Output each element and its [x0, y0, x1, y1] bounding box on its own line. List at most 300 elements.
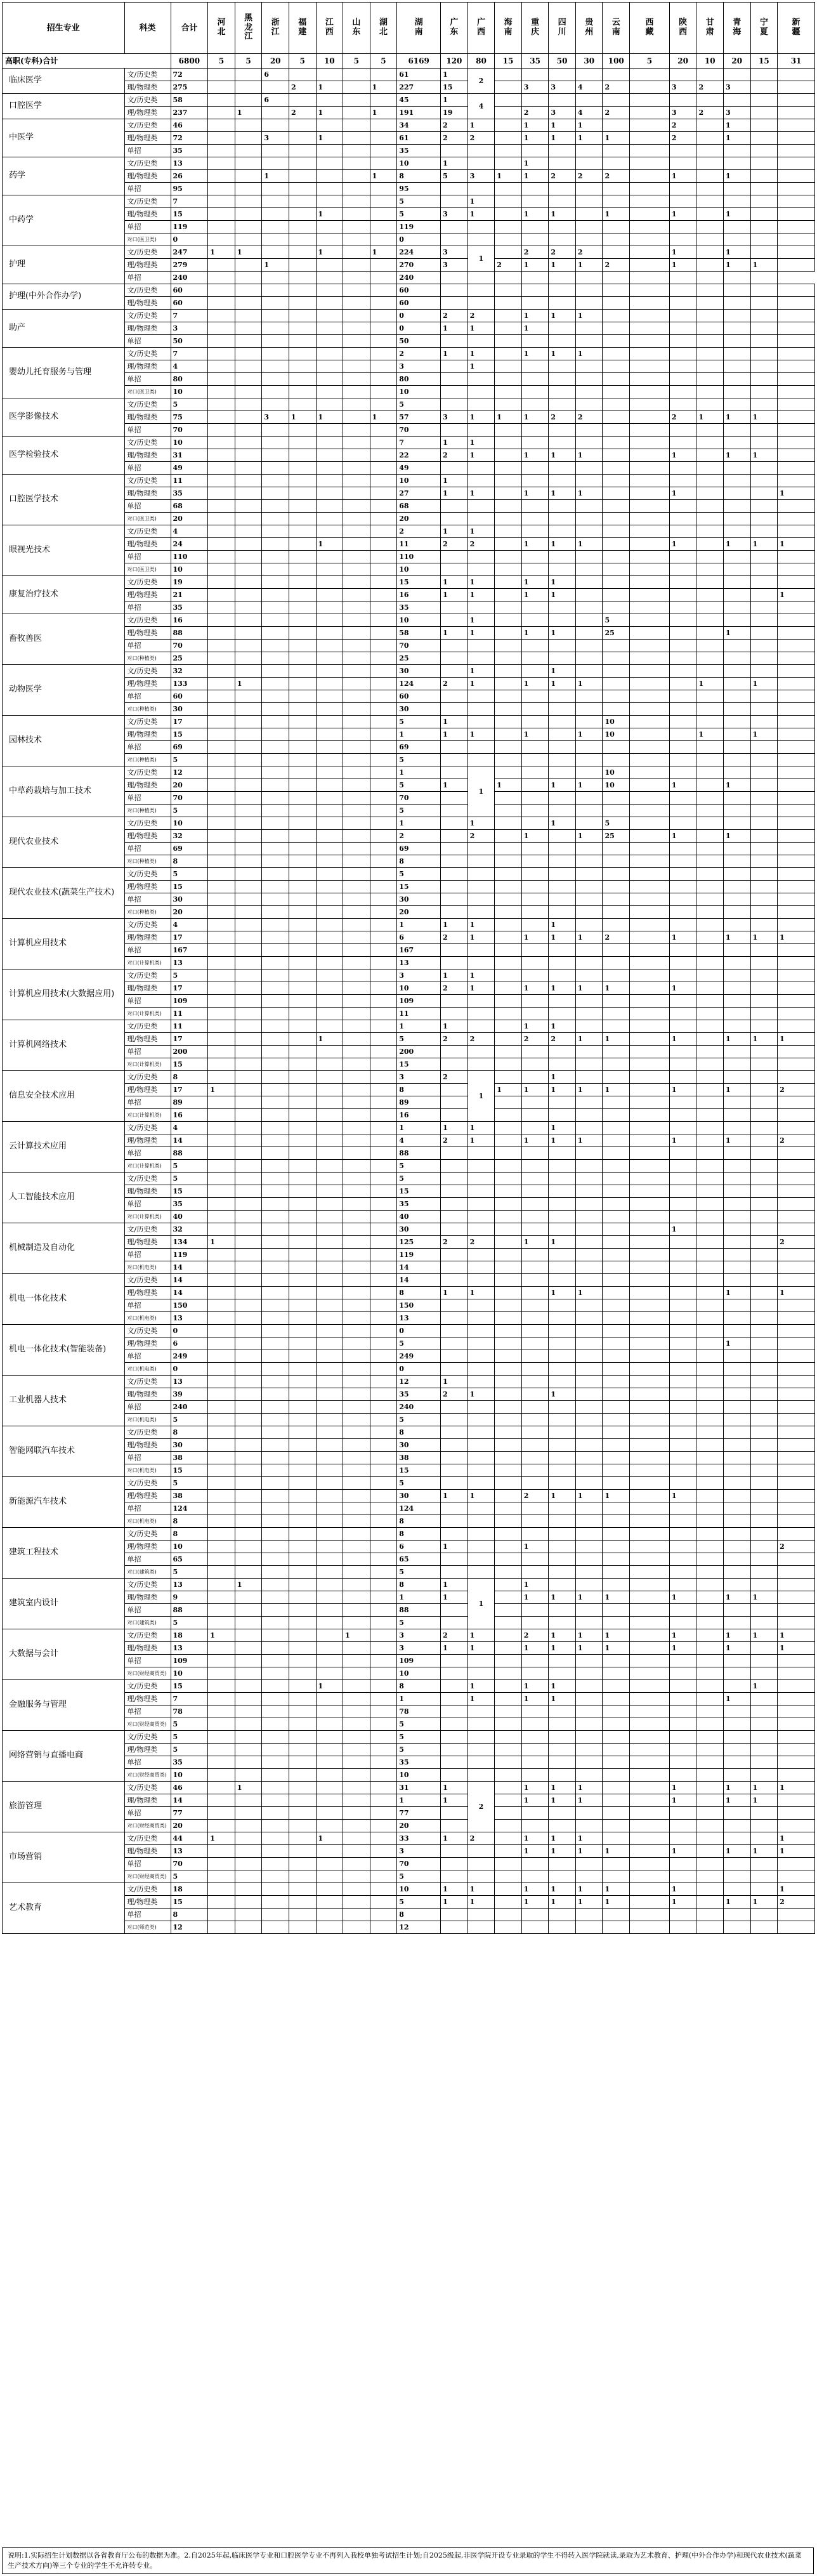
quota-cell: [669, 1655, 696, 1667]
quota-cell: [521, 525, 549, 538]
quota-cell: [549, 728, 576, 741]
quota-cell: 1: [441, 437, 468, 449]
quota-cell: 60: [397, 297, 441, 310]
table-row: [3, 107, 815, 119]
quota-cell: [778, 754, 815, 766]
quota-cell: 1: [441, 475, 468, 487]
quota-cell: [343, 1693, 370, 1705]
quota-cell: 109: [397, 995, 441, 1008]
quota-cell: [549, 373, 576, 386]
row-total-cell: 31: [171, 449, 208, 462]
quota-cell: 1: [549, 259, 576, 272]
quota-cell: [669, 1731, 696, 1744]
quota-cell: [521, 1122, 549, 1134]
quota-cell: [603, 1020, 630, 1033]
quota-cell: 227: [397, 81, 441, 94]
quota-cell: [208, 1274, 235, 1287]
quota-cell: [289, 982, 316, 995]
quota-cell: [750, 284, 778, 297]
quota-cell: [750, 576, 778, 589]
quota-cell: [467, 1528, 495, 1541]
quota-cell: [208, 805, 235, 817]
row-total-cell: 30: [171, 893, 208, 906]
quota-cell: 1: [521, 1591, 549, 1604]
quota-cell: [669, 1122, 696, 1134]
quota-cell: [441, 1337, 468, 1350]
quota-cell: [441, 1096, 468, 1109]
quota-cell: [603, 145, 630, 157]
quota-cell: [441, 1223, 468, 1236]
quota-cell: [316, 1642, 343, 1655]
quota-cell: [343, 1236, 370, 1249]
quota-cell: [495, 1134, 522, 1147]
quota-cell: [521, 360, 549, 373]
table-row: [3, 716, 815, 728]
quota-cell: [343, 1566, 370, 1579]
quota-cell: [724, 1147, 751, 1160]
quota-cell: [549, 754, 576, 766]
column-header-label: 科类: [139, 23, 156, 33]
quota-cell: [630, 589, 670, 601]
table-row: [3, 665, 815, 678]
quota-cell: [235, 1426, 262, 1439]
quota-cell: [575, 551, 603, 563]
quota-cell: [289, 221, 316, 233]
quota-cell: [208, 1223, 235, 1236]
table-row: [3, 487, 815, 500]
quota-cell: [289, 1642, 316, 1655]
quota-cell: [696, 817, 724, 830]
quota-cell: [549, 1160, 576, 1173]
quota-cell: [441, 272, 468, 284]
quota-cell: [316, 576, 343, 589]
quota-cell: [575, 462, 603, 475]
quota-cell: 1: [521, 1782, 549, 1794]
quota-cell: [495, 1249, 522, 1261]
quota-cell: [235, 1566, 262, 1579]
quota-cell: [630, 1870, 670, 1883]
quota-cell: 2: [549, 411, 576, 424]
quota-cell: 10: [397, 982, 441, 995]
quota-cell: [669, 741, 696, 754]
quota-cell: [696, 398, 724, 411]
quota-cell: [669, 1566, 696, 1579]
quota-cell: [370, 1782, 397, 1794]
major-name: 临床医学: [3, 69, 125, 94]
quota-cell: [289, 995, 316, 1008]
quota-cell: [495, 1718, 522, 1731]
table-row: [3, 690, 815, 703]
row-total-cell: 35: [171, 1198, 208, 1211]
quota-cell: [630, 1147, 670, 1160]
quota-cell: [521, 601, 549, 614]
quota-cell: [575, 1337, 603, 1350]
quota-cell: [630, 703, 670, 716]
quota-cell: [289, 1756, 316, 1769]
quota-cell: 1: [575, 1134, 603, 1147]
quota-cell: [603, 1794, 630, 1807]
quota-cell: [208, 1401, 235, 1414]
quota-cell: [235, 1541, 262, 1553]
quota-cell: 1: [575, 1629, 603, 1642]
quota-cell: [289, 640, 316, 652]
quota-cell: [750, 627, 778, 640]
quota-cell: [575, 1388, 603, 1401]
quota-cell: [696, 310, 724, 322]
quota-cell: [370, 1388, 397, 1401]
quota-cell: [262, 398, 289, 411]
quota-cell: [441, 1705, 468, 1718]
quota-cell: [262, 652, 289, 665]
quota-cell: [343, 1591, 370, 1604]
quota-cell: [495, 1515, 522, 1528]
row-total-cell: 8: [171, 855, 208, 868]
quota-cell: [549, 1274, 576, 1287]
quota-cell: [575, 1198, 603, 1211]
quota-cell: [630, 1388, 670, 1401]
quota-cell: [630, 1008, 670, 1020]
row-total-cell: 17: [171, 716, 208, 728]
quota-cell: [778, 69, 815, 81]
quota-cell: [316, 843, 343, 855]
quota-cell: [208, 1046, 235, 1058]
quota-cell: 1: [549, 817, 576, 830]
quota-cell: [696, 1541, 724, 1553]
quota-cell: [549, 1667, 576, 1680]
quota-cell: [778, 1173, 815, 1185]
quota-cell: [778, 284, 815, 297]
quota-cell: [495, 1274, 522, 1287]
column-header-label: 湖北: [379, 18, 388, 37]
quota-cell: [669, 1185, 696, 1198]
quota-cell: [778, 1769, 815, 1782]
quota-cell: [316, 386, 343, 398]
quota-cell: [549, 551, 576, 563]
category-type: 对口(建筑类): [124, 1566, 171, 1579]
quota-cell: 1: [370, 81, 397, 94]
quota-cell: [235, 1008, 262, 1020]
table-row: [3, 284, 815, 297]
row-total-cell: 20: [171, 779, 208, 792]
quota-cell: [778, 1211, 815, 1223]
quota-cell: [724, 157, 751, 170]
quota-cell: [521, 1350, 549, 1363]
quota-cell: [778, 1020, 815, 1033]
quota-cell: [370, 1109, 397, 1122]
quota-cell: [750, 1502, 778, 1515]
quota-cell: [370, 1426, 397, 1439]
quota-cell: [235, 1452, 262, 1464]
quota-cell: [370, 1490, 397, 1502]
quota-cell: [575, 208, 603, 221]
quota-cell: [778, 1909, 815, 1921]
quota-cell: [262, 1337, 289, 1350]
quota-cell: [603, 805, 630, 817]
quota-cell: [750, 1376, 778, 1388]
quota-cell: [235, 1832, 262, 1845]
quota-cell: [750, 893, 778, 906]
quota-cell: [343, 348, 370, 360]
quota-cell: [724, 969, 751, 982]
column-header: [778, 3, 815, 54]
quota-cell: [235, 1147, 262, 1160]
major-name: 信息安全技术应用: [3, 1071, 125, 1122]
quota-cell: [235, 1020, 262, 1033]
category-type: 理/物理类: [124, 678, 171, 690]
quota-cell: [724, 1528, 751, 1541]
quota-cell: [316, 1909, 343, 1921]
quota-cell: [235, 424, 262, 437]
quota-cell: [575, 1249, 603, 1261]
quota-cell: [750, 1337, 778, 1350]
row-total-cell: 35: [171, 1756, 208, 1769]
quota-cell: [495, 1058, 522, 1071]
row-total-cell: 5: [171, 1744, 208, 1756]
quota-cell: [343, 1223, 370, 1236]
quota-cell: [521, 1312, 549, 1325]
quota-cell: [316, 437, 343, 449]
quota-cell: [289, 1185, 316, 1198]
quota-cell: [750, 1173, 778, 1185]
quota-cell: [441, 1744, 468, 1756]
quota-cell: 1: [669, 931, 696, 944]
quota-cell: [603, 310, 630, 322]
quota-cell: [750, 462, 778, 475]
quota-cell: [235, 931, 262, 944]
quota-cell: [724, 487, 751, 500]
quota-cell: 1: [521, 576, 549, 589]
quota-cell: [289, 1439, 316, 1452]
quota-cell: [630, 449, 670, 462]
category-type: 单招: [124, 1655, 171, 1667]
quota-cell: [575, 1655, 603, 1667]
quota-cell: [289, 1096, 316, 1109]
quota-cell: [669, 1337, 696, 1350]
row-total-cell: 35: [171, 145, 208, 157]
quota-cell: [289, 766, 316, 779]
quota-cell: [441, 1452, 468, 1464]
quota-cell: [262, 881, 289, 893]
quota-cell: 1: [750, 1782, 778, 1794]
quota-cell: [575, 843, 603, 855]
table-row: [3, 348, 815, 360]
quota-cell: [495, 995, 522, 1008]
quota-cell: [778, 157, 815, 170]
quota-cell: [467, 1046, 495, 1058]
quota-cell: 1: [724, 1782, 751, 1794]
row-total-cell: 12: [171, 1921, 208, 1934]
quota-cell: [603, 1870, 630, 1883]
quota-cell: [235, 1071, 262, 1084]
row-total-cell: 5: [171, 1731, 208, 1744]
quota-cell: [495, 1350, 522, 1363]
quota-cell: [467, 1249, 495, 1261]
total-cell: 20: [669, 54, 696, 69]
quota-cell: [289, 805, 316, 817]
row-total-cell: 35: [171, 601, 208, 614]
quota-cell: 1: [549, 931, 576, 944]
quota-cell: [603, 1198, 630, 1211]
quota-cell: [495, 792, 522, 805]
quota-cell: [467, 690, 495, 703]
column-header: [124, 3, 171, 54]
quota-cell: 1: [603, 1896, 630, 1909]
category-type: 单招: [124, 373, 171, 386]
major-name: 艺术教育: [3, 1883, 125, 1934]
category-type: 文/历史类: [124, 1731, 171, 1744]
quota-cell: [521, 94, 549, 107]
quota-cell: [262, 1477, 289, 1490]
table-row: [3, 652, 815, 665]
quota-cell: 1: [467, 449, 495, 462]
quota-cell: [603, 335, 630, 348]
row-total-cell: 77: [171, 1807, 208, 1820]
row-total-cell: 24: [171, 538, 208, 551]
quota-cell: 61: [397, 69, 441, 81]
quota-cell: [603, 868, 630, 881]
quota-cell: [262, 1020, 289, 1033]
quota-cell: [235, 893, 262, 906]
quota-cell: [696, 830, 724, 843]
table-row: [3, 1122, 815, 1134]
quota-cell: [235, 1211, 262, 1223]
quota-cell: [603, 969, 630, 982]
quota-cell: [630, 360, 670, 373]
row-total-cell: 15: [171, 1058, 208, 1071]
quota-cell: [521, 1667, 549, 1680]
quota-cell: [343, 931, 370, 944]
quota-cell: [316, 195, 343, 208]
row-total-cell: 20: [171, 1820, 208, 1832]
quota-cell: 3: [724, 81, 751, 94]
quota-cell: [235, 1261, 262, 1274]
quota-cell: 57: [397, 411, 441, 424]
quota-cell: [521, 1617, 549, 1629]
quota-cell: [262, 906, 289, 919]
quota-cell: [724, 500, 751, 513]
quota-cell: [370, 538, 397, 551]
quota-cell: [262, 183, 289, 195]
quota-cell: [208, 360, 235, 373]
category-type: 单招: [124, 272, 171, 284]
quota-cell: [750, 957, 778, 969]
quota-cell: [696, 221, 724, 233]
quota-cell: [467, 386, 495, 398]
quota-cell: [603, 1604, 630, 1617]
quota-cell: [467, 1464, 495, 1477]
quota-cell: [343, 1705, 370, 1718]
quota-cell: [575, 919, 603, 931]
quota-cell: 1: [316, 1680, 343, 1693]
category-type: 对口(计算机类): [124, 1058, 171, 1071]
quota-cell: [370, 1401, 397, 1414]
quota-cell: [630, 931, 670, 944]
table-row: [3, 576, 815, 589]
quota-cell: [549, 1299, 576, 1312]
quota-cell: 1: [549, 1883, 576, 1896]
quota-cell: [630, 1921, 670, 1934]
category-type: 理/物理类: [124, 1794, 171, 1807]
quota-cell: 1: [575, 1845, 603, 1858]
quota-cell: [316, 868, 343, 881]
quota-cell: [724, 424, 751, 437]
table-row: [3, 551, 815, 563]
quota-cell: 1: [724, 259, 751, 272]
quota-cell: [495, 1160, 522, 1173]
quota-cell: [262, 1096, 289, 1109]
quota-cell: [495, 398, 522, 411]
quota-cell: [696, 652, 724, 665]
total-cell: 20: [724, 54, 751, 69]
quota-cell: [549, 1376, 576, 1388]
quota-cell: [441, 1058, 468, 1071]
quota-cell: [575, 500, 603, 513]
quota-cell: [696, 665, 724, 678]
quota-cell: [778, 1198, 815, 1211]
quota-cell: [669, 1705, 696, 1718]
row-total-cell: 15: [171, 1464, 208, 1477]
category-type: 对口(种植类): [124, 754, 171, 766]
quota-cell: 1: [549, 678, 576, 690]
quota-cell: [750, 94, 778, 107]
quota-cell: 1: [441, 1782, 468, 1794]
quota-cell: [316, 1046, 343, 1058]
quota-cell: [235, 69, 262, 81]
quota-cell: 1: [467, 1122, 495, 1134]
quota-cell: [262, 1909, 289, 1921]
quota-cell: [235, 411, 262, 424]
quota-cell: [262, 322, 289, 335]
quota-cell: 30: [397, 1439, 441, 1452]
quota-cell: [630, 1211, 670, 1223]
quota-cell: [343, 310, 370, 322]
quota-cell: 5: [397, 868, 441, 881]
quota-cell: [575, 1858, 603, 1870]
quota-cell: [343, 1312, 370, 1325]
quota-cell: [669, 1109, 696, 1122]
quota-cell: [316, 1566, 343, 1579]
quota-cell: [370, 1807, 397, 1820]
quota-cell: [549, 462, 576, 475]
quota-cell: [603, 297, 630, 310]
quota-cell: [630, 665, 670, 678]
quota-cell: [441, 995, 468, 1008]
quota-cell: 3: [669, 107, 696, 119]
quota-cell: [778, 1617, 815, 1629]
quota-cell: [696, 1198, 724, 1211]
quota-cell: 10: [603, 728, 630, 741]
quota-cell: [343, 195, 370, 208]
quota-cell: [750, 640, 778, 652]
quota-cell: [669, 1693, 696, 1705]
quota-cell: [235, 1109, 262, 1122]
quota-cell: [495, 1705, 522, 1718]
quota-cell: [235, 1667, 262, 1680]
quota-cell: 1: [778, 1033, 815, 1046]
quota-cell: [724, 1490, 751, 1502]
quota-cell: [696, 1604, 724, 1617]
quota-cell: [343, 640, 370, 652]
quota-cell: 3: [549, 107, 576, 119]
quota-cell: [521, 1160, 549, 1173]
table-row: [3, 1211, 815, 1223]
quota-cell: [208, 1909, 235, 1921]
major-name: 护理: [3, 246, 125, 284]
quota-cell: 125: [397, 1236, 441, 1249]
table-row: [3, 919, 815, 931]
quota-cell: [235, 437, 262, 449]
quota-cell: [370, 1312, 397, 1325]
